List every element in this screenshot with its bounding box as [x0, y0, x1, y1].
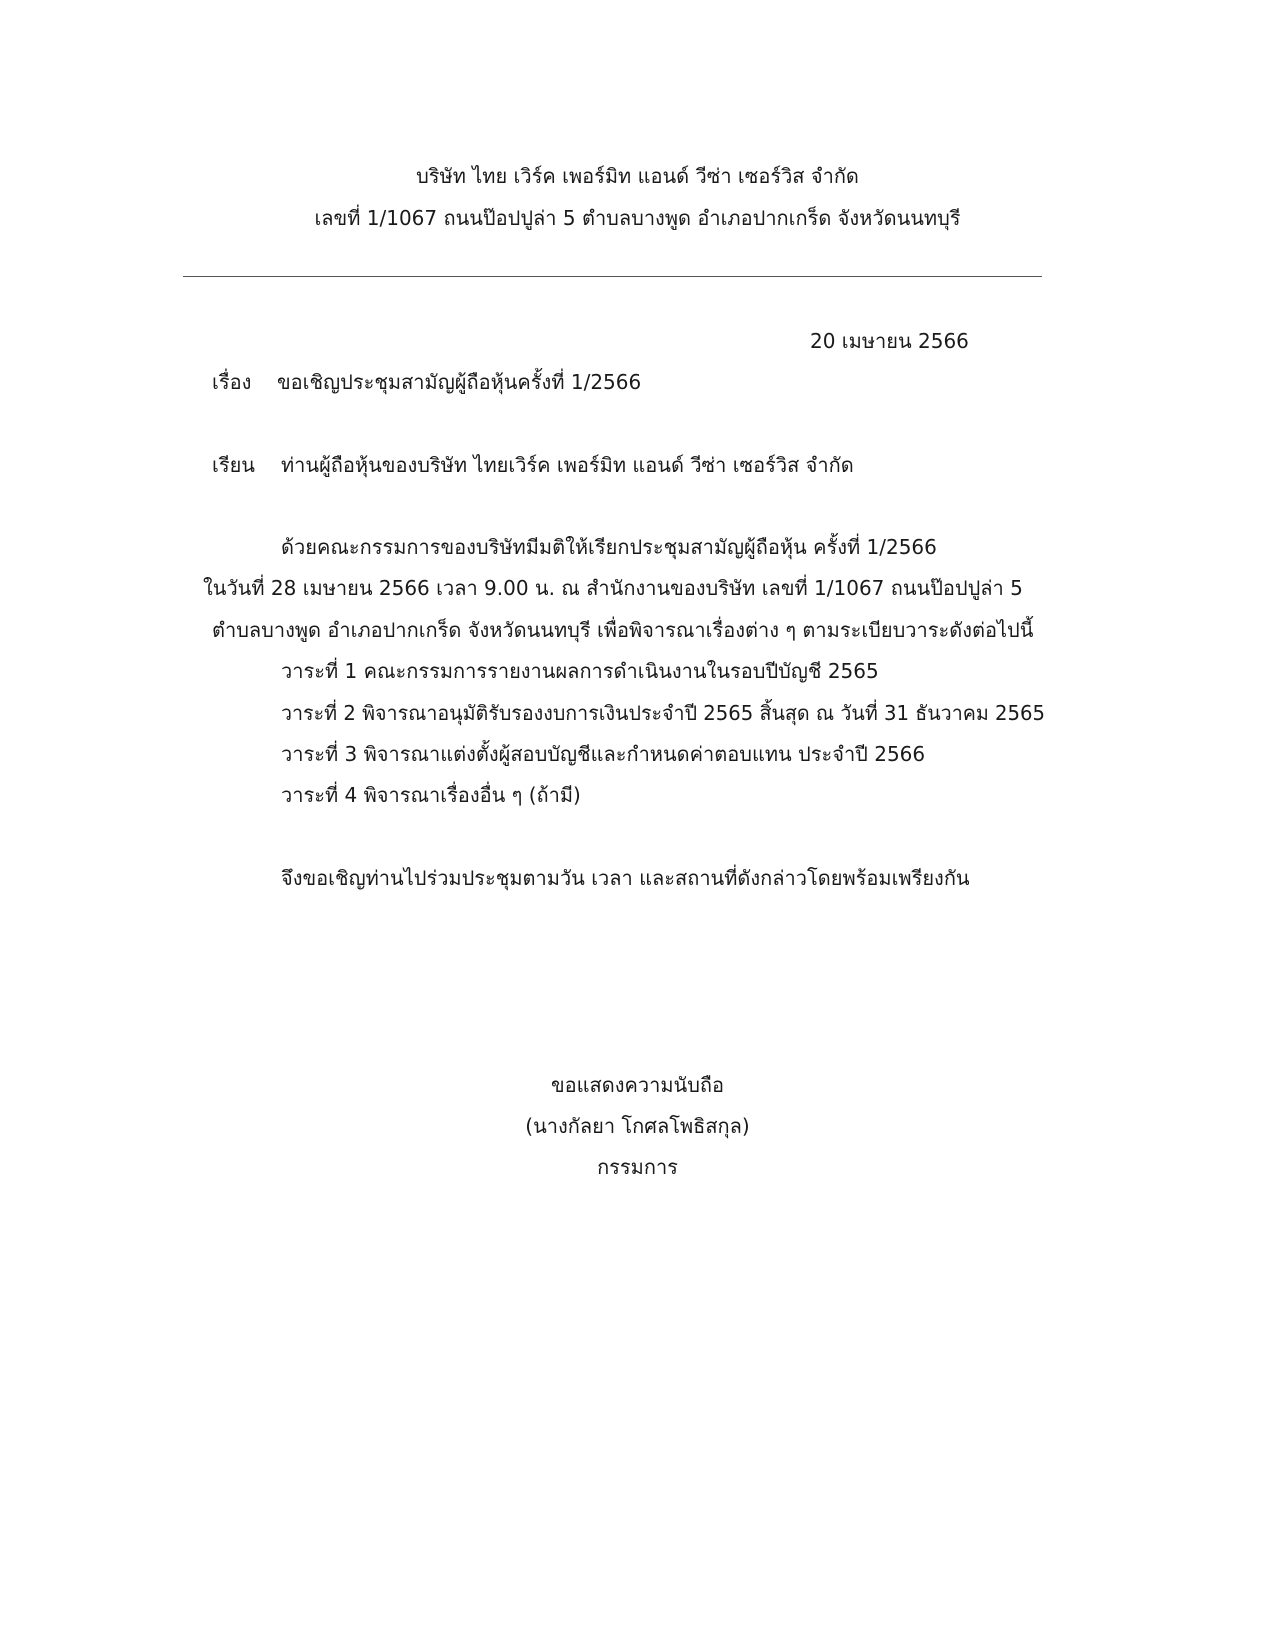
closing-invitation: จึงขอเชิญท่านไปร่วมประชุมตามวัน เวลา และสถานที่ดังกล่าวโดยพร้อมเพรียงกัน — [281, 866, 970, 890]
company-address: เลขที่ 1/1067 ถนนป๊อปปูล่า 5 ตำบลบางพูด อำเภอปากเกร็ด จังหวัดนนทบุรี — [314, 206, 961, 230]
letter-date: 20 เมษายน 2566 — [810, 329, 969, 353]
body-line-2: ในวันที่ 28 เมษายน 2566 เวลา 9.00 น. ณ สำนักงานของบริษัท เลขที่ 1/1067 ถนนป๊อปปูล่า 5 — [203, 576, 1023, 600]
signature-closing: ขอแสดงความนับถือ — [550, 1073, 725, 1097]
agenda-item-4: วาระที่ 4 พิจารณาเรื่องอื่น ๆ (ถ้ามี) — [281, 783, 581, 807]
salutation-text: ท่านผู้ถือหุ้นของบริษัท ไทยเวิร์ค เพอร์มิท แอนด์ วีซ่า เซอร์วิส จำกัด — [281, 453, 854, 477]
agenda-item-1: วาระที่ 1 คณะกรรมการรายงานผลการดำเนินงานในรอบปีบัญชี 2565 — [281, 659, 879, 683]
agenda-item-3: วาระที่ 3 พิจารณาแต่งตั้งผู้สอบบัญชีและกำหนดค่าตอบแทน ประจำปี 2566 — [281, 742, 926, 766]
company-name: บริษัท ไทย เวิร์ค เพอร์มิท แอนด์ วีซ่า เซอร์วิส จำกัด — [416, 164, 859, 188]
salutation-label: เรียน — [212, 453, 255, 477]
subject-text: ขอเชิญประชุมสามัญผู้ถือหุ้นครั้งที่ 1/2566 — [277, 370, 642, 394]
signature-name: (นางกัลยา โกศลโพธิสกุล) — [525, 1114, 750, 1138]
agenda-item-2: วาระที่ 2 พิจารณาอนุมัติรับรองงบการเงินประจำปี 2565 สิ้นสุด ณ วันที่ 31 ธันวาคม 2565 — [281, 701, 1046, 725]
header-divider — [183, 276, 1042, 277]
body-line-1: ด้วยคณะกรรมการของบริษัทมีมติให้เรียกประชุมสามัญผู้ถือหุ้น ครั้งที่ 1/2566 — [281, 535, 937, 559]
body-line-3: ตำบลบางพูด อำเภอปากเกร็ด จังหวัดนนทบุรี เพื่อพิจารณาเรื่องต่าง ๆ ตามระเบียบวาระดังต่อไปนี้ — [212, 618, 1034, 642]
signature-title: กรรมการ — [597, 1155, 678, 1179]
subject-label: เรื่อง — [212, 370, 252, 394]
